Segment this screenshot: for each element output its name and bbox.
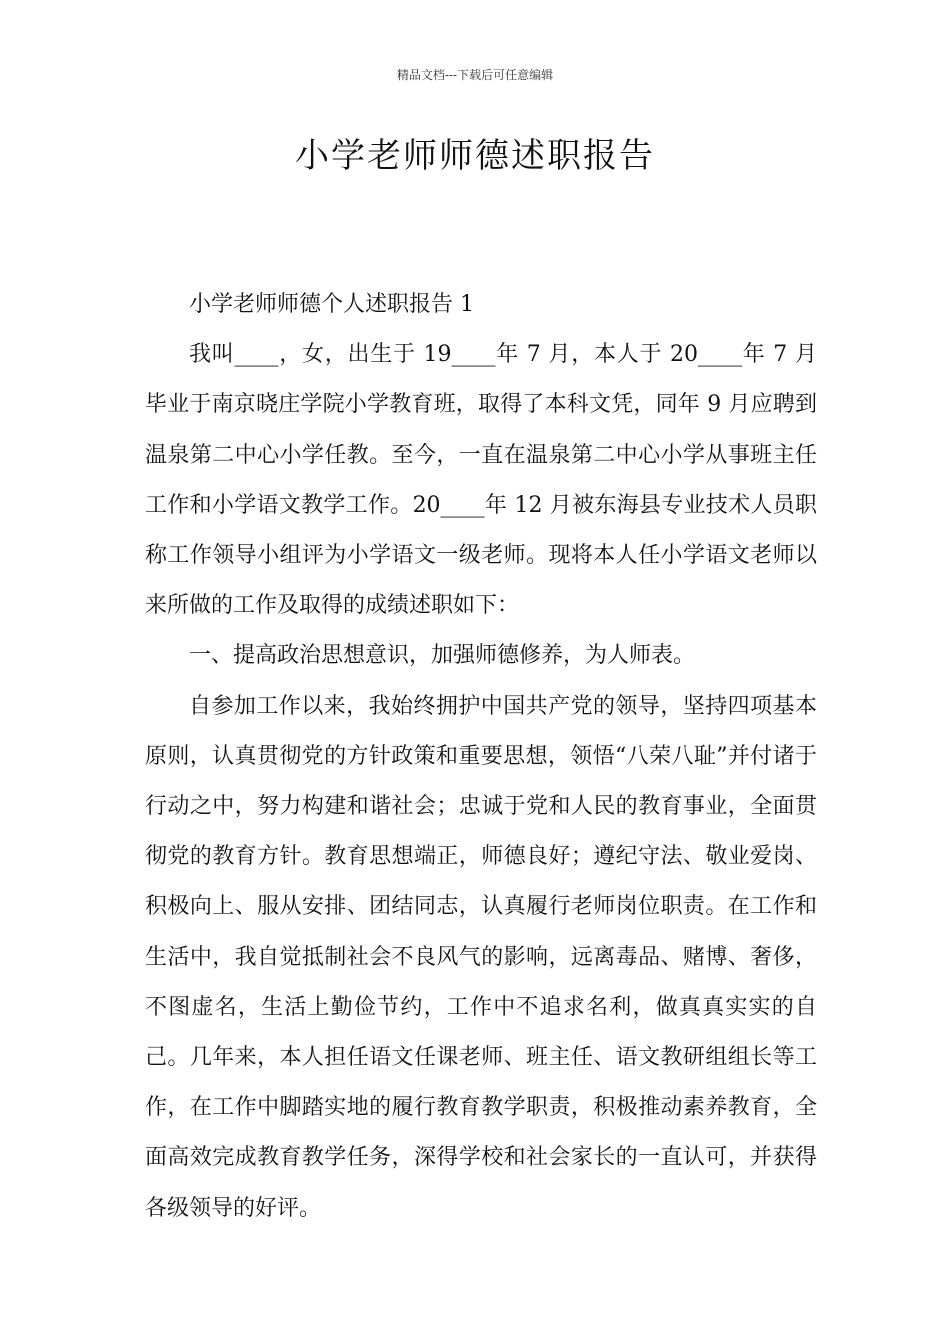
document-body [145,280,817,1234]
paragraph-body: 自参加工作以来，我始终拥护中国共产党的领导，坚持四项基本原则，认真贯彻党的方针政策和重要思想，领悟“八荣八耻”并付诸于行动之中，努力构建和谐社会；忠诚于党和人民的教育事业，全面贯彻党的教育方针。教育思想端正，师德良好；遵纪守法、敬业爱岗、积极向上、服从安排、团结同志，认真履行老师岗位职责。在工作和生活中，我自觉抵制社会不良风气的影响，远离毒品、赌博、奢侈，不图虚名，生活上勤俭节约，工作中不追求名利，做真真实实的自己。几年来，本人担任语文任课老师、班主任、语文教研组组长等工作，在工作中脚踏实地的履行教育教学职责，积极推动素养教育，全面高效完成教育教学任务，深得学校和社会家长的一直认可，并获得各级领导的好评。 [145,693,817,1221]
section-heading: 小学老师师德个人述职报告 1 [189,292,474,317]
paragraph-subheading: 一、提高政治思想意识，加强师德修养，为人师表。 [189,643,696,669]
document-title: 小学老师师德述职报告 [295,136,655,176]
paragraph-intro: 我叫____，女，出生于 19____年 7 月，本人于 20____年 7 月毕业于南京晓庄学院小学教育班，取得了本科文凭，同年 9 月应聘到温泉第二中心小学任教。至今，一直在温泉第二中心小学从事班主任工作和小学语文教学工作。20____年 12 月被东海县专业技术人员职称工作领导小组评为小学语文一级老师。现将本人任小学语文老师以来所做的工作及取得的成绩述职如下： [145,342,817,619]
header-note: 精品文档---下载后可任意编辑 [396,68,554,82]
